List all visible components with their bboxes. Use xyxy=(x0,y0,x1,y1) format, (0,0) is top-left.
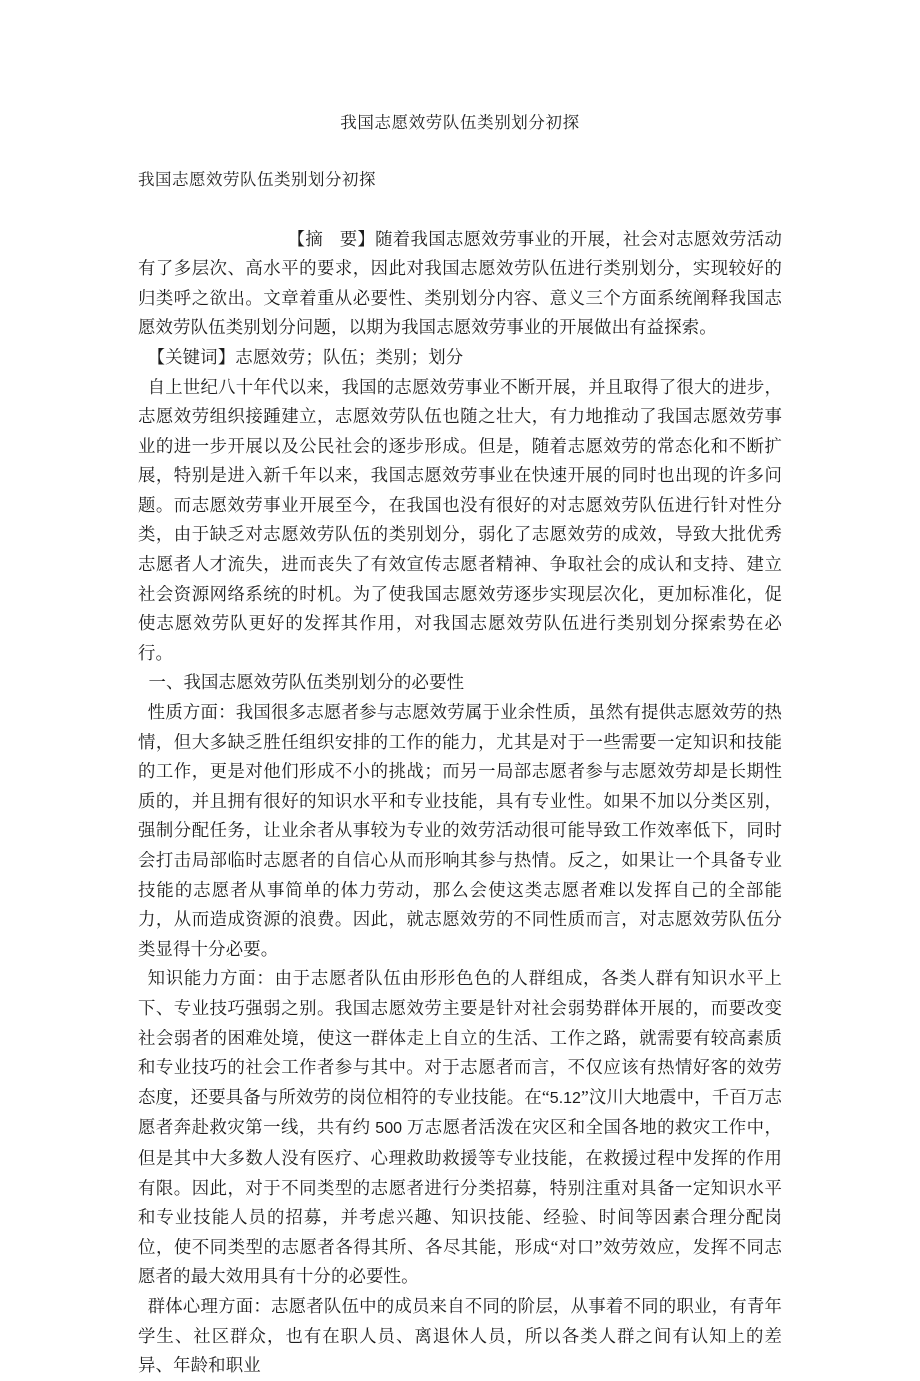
text-run-4: 万志愿者活泼在灾区和全国各地的救灾工作中，但是其中大多数人没有医疗、心理救助救援等专业技能，在救援过程中发挥的作用有限。因此，对于不同类型的志愿者进行分类招募，特别注重对具备一定知识水平和专业技能人员的招募，并考虑兴趣、知识技能、经验、时间等因素合理分配岗位，使不同类型的志愿者各得其所、各尽其能，形成“对口”效劳效应，发挥不同志愿者的最大效用具有十分的必要性。 xyxy=(138,1117,782,1287)
page-title: 我国志愿效劳队伍类别划分初探 xyxy=(340,113,580,132)
text-run-3: 500 xyxy=(375,1120,402,1138)
document-content xyxy=(138,0,782,1381)
document-subtitle: 我国志愿效劳队伍类别划分初探 xyxy=(138,170,376,190)
text-run-2: ”汶川大地震中，千百万志愿者奔赴救灾第一线，共有约 xyxy=(138,1086,782,1138)
abstract-paragraph xyxy=(138,225,782,343)
section-heading-1: 一、我国志愿效劳队伍类别划分的必要性 xyxy=(148,672,465,693)
keywords-paragraph xyxy=(138,343,782,373)
text-run-0: 知识能力方面：由于志愿者队伍由形形色色的人群组成，各类人群有知识水平上下、专业技巧强弱之别。我国志愿效劳主要是针对社会弱势群体开展的，而要改变社会弱者的困难处境，使这一群体走上自立的生活、工作之路，就需要有较高素质和专业技巧的社会工作者参与其中。对于志愿者而言，不仅应该有热情好客的效劳态度，还要具备与所效劳的岗位相符的专业技能。在“ xyxy=(138,968,782,1107)
abstract-label-close: 要】 xyxy=(339,228,376,249)
paragraph-intro: 自上世纪八十年代以来，我国的志愿效劳事业不断开展，并且取得了很大的进步，志愿效劳组织接踵建立，志愿效劳队伍也随之壮大，有力地推动了我国志愿效劳事业的进一步开展以及公民社会的逐步形成。但是，随着志愿效劳的常态化和不断扩展，特别是进入新千年以来，我国志愿效劳事业在快速开展的同时也出现的许多问题。而志愿效劳事业开展至今，在我国也没有很好的对志愿效劳队伍进行针对性分类，由于缺乏对志愿效劳队伍的类别划分，弱化了志愿效劳的成效，导致大批优秀志愿者人才流失，进而丧失了有效宣传志愿者精神、争取社会的成认和支持、建立社会资源网络系统的时机。为了使我国志愿效劳逐步实现层次化，更加标准化，促使志愿效劳队更好的发挥其作用，对我国志愿效劳队伍进行类别划分探索势在必行。 xyxy=(138,376,782,663)
abstract-text: 随着我国志愿效劳事业的开展，社会对志愿效劳活动有了多层次、高水平的要求，因此对我国志愿效劳队伍进行类别划分，实现较好的归类呼之欲出。文章着重从必要性、类别划分内容、意义三个方面系统阐释我国志愿效劳队伍类别划分问题，以期为我国志愿效劳事业的开展做出有益探索。 xyxy=(138,228,782,338)
keywords-label: 【关键词】 xyxy=(147,346,236,367)
keywords-text: 志愿效劳；队伍；类别；划分 xyxy=(235,346,464,367)
paragraph-group-psychology-aspect: 群体心理方面：志愿者队伍中的成员来自不同的阶层，从事着不同的职业，有青年学生、社区群众，也有在职人员、离退休人员，所以各类人群之间有认知上的差异、年龄和职业 xyxy=(138,1295,782,1376)
abstract-label-open: 【摘 xyxy=(287,228,324,249)
text-run-1: 5.12 xyxy=(549,1089,581,1107)
paragraph-knowledge-aspect xyxy=(138,964,782,1292)
document-body xyxy=(138,225,782,1381)
paragraph-nature-aspect: 性质方面：我国很多志愿者参与志愿效劳属于业余性质，虽然有提供志愿效劳的热情，但大多缺乏胜任组织安排的工作的能力，尤其是对于一些需要一定知识和技能的工作，更是对他们形成不小的挑战；而另一局部志愿者参与志愿效劳却是长期性质的，并且拥有很好的知识水平和专业技能，具有专业性。如果不加以分类区别，强制分配任务，让业余者从事较为专业的效劳活动很可能导致工作效率低下，同时会打击局部临时志愿者的自信心从而形响其参与热情。反之，如果让一个具备专业技能的志愿者从事简单的体力劳动，那么会使这类志愿者难以发挥自己的全部能力，从而造成资源的浪费。因此，就志愿效劳的不同性质而言，对志愿效劳队伍分类显得十分必要。 xyxy=(138,702,782,959)
